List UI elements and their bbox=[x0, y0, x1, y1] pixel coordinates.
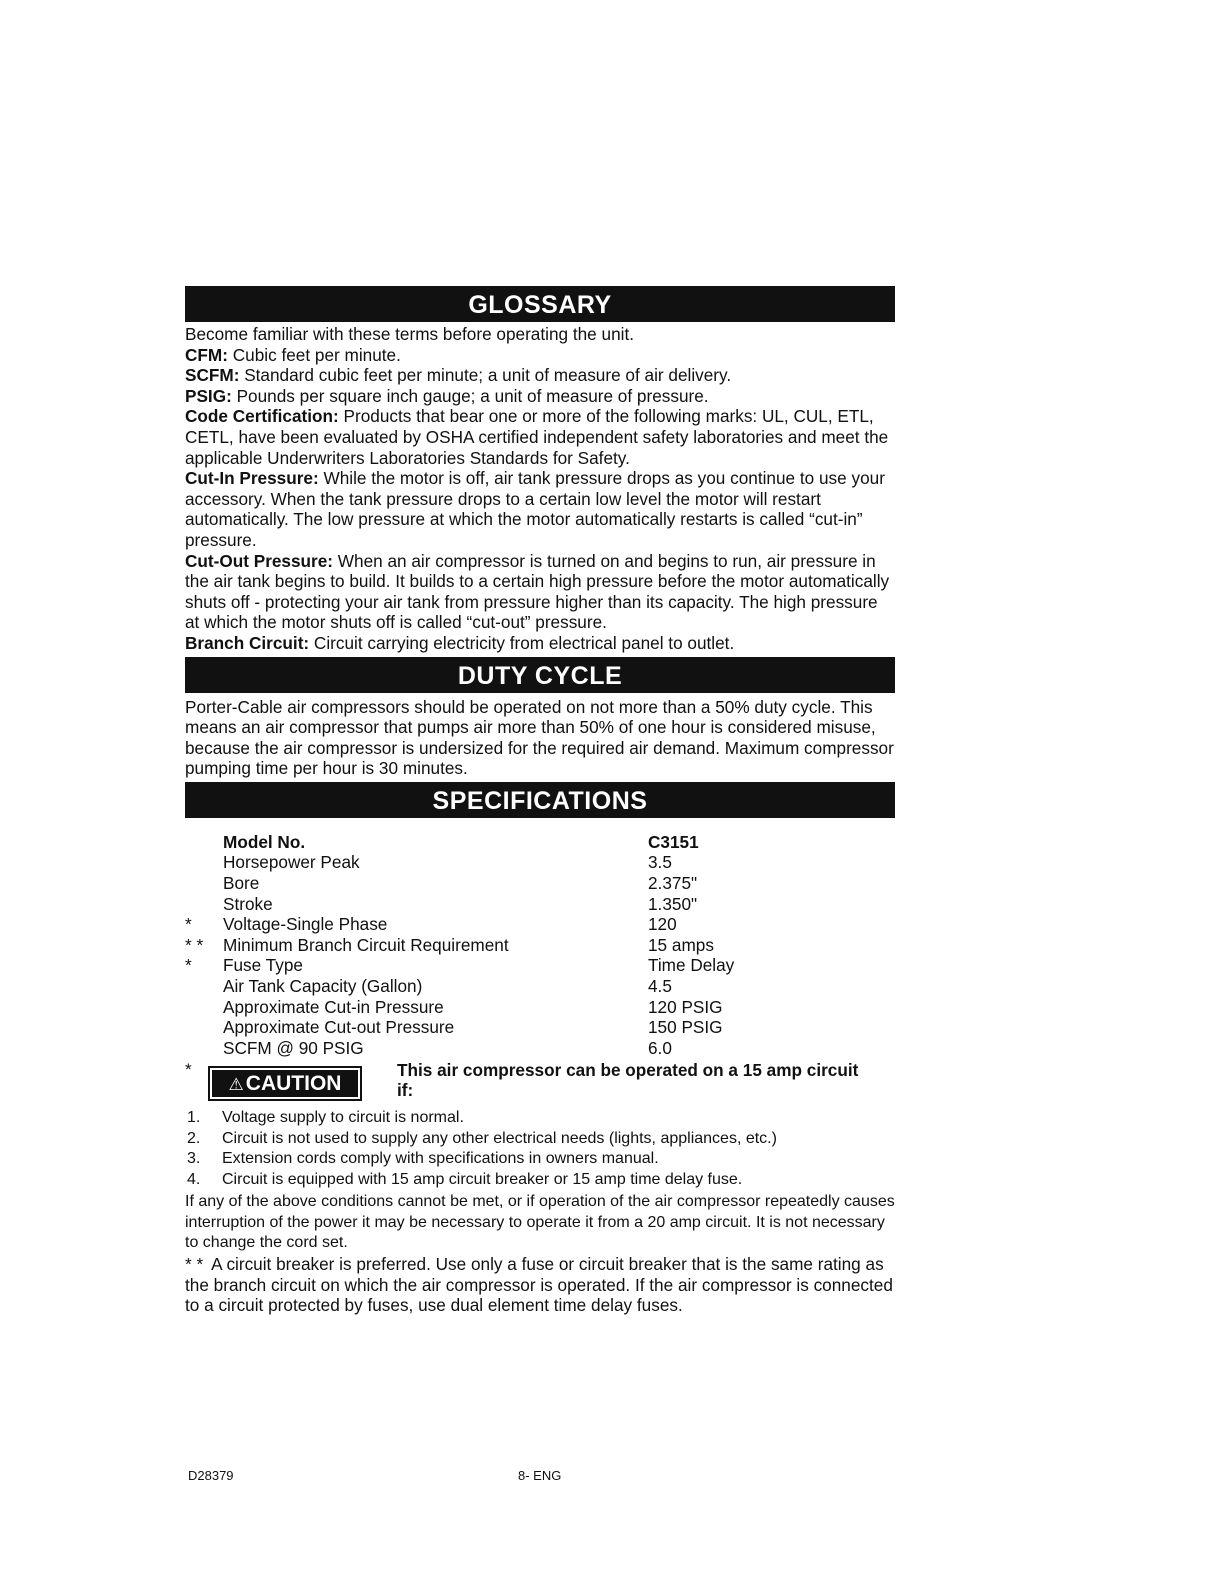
caution-badge bbox=[208, 1066, 362, 1101]
glossary-heading: GLOSSARY bbox=[185, 286, 895, 322]
caution-footnote-mark: * bbox=[185, 1060, 192, 1080]
glossary-term-cut-out-pressure bbox=[185, 551, 895, 633]
footer-document-id: D28379 bbox=[188, 1468, 234, 1483]
list-number: 1. bbox=[187, 1109, 201, 1127]
glossary-term-psig bbox=[185, 386, 895, 407]
caution-note: If any of the above conditions cannot be met, or if operation of the air compressor repeatedly causes interruption of the power it may be necessary to operate it from a 20 amp circuit. It is not necessary to change the cord set. bbox=[185, 1193, 895, 1252]
spec-row-branch-circuit bbox=[185, 935, 895, 956]
spec-value: 15 amps bbox=[648, 934, 714, 955]
term-label: Cut-In Pressure: bbox=[185, 468, 319, 489]
glossary-term-scfm bbox=[185, 365, 895, 386]
term-label: PSIG: bbox=[185, 385, 232, 406]
list-text: Extension cords comply with specifications in owners manual. bbox=[222, 1150, 659, 1168]
list-item bbox=[185, 1149, 895, 1170]
term-label: Code Certification: bbox=[185, 406, 339, 427]
spec-row-stroke bbox=[185, 894, 895, 915]
spec-value: 6.0 bbox=[648, 1037, 672, 1058]
list-text: Circuit is not used to supply any other electrical needs (lights, appliances, etc.) bbox=[222, 1129, 777, 1147]
term-label: SCFM: bbox=[185, 365, 240, 386]
spec-row-bore bbox=[185, 873, 895, 894]
list-number: 2. bbox=[187, 1129, 201, 1147]
glossary-intro: Become familiar with these terms before operating the unit. bbox=[185, 324, 635, 344]
term-definition: When an air compressor is turned on and begins to run, air pressure in the air tank begins to build. It builds to a certain high pressure before the motor automatically shuts off - protecting your air tank from pressure higher than its capacity. The high pressure at which the motor shuts off is called “cut-out” pressure. bbox=[185, 550, 890, 633]
glossary-term-branch-circuit bbox=[185, 633, 895, 654]
list-item bbox=[185, 1170, 895, 1191]
spec-value: 3.5 bbox=[648, 852, 672, 873]
caution-notice bbox=[185, 1060, 895, 1104]
term-label: Cut-Out Pressure: bbox=[185, 550, 334, 571]
spec-label: Minimum Branch Circuit Requirement bbox=[223, 934, 509, 955]
manual-page-content bbox=[185, 286, 895, 1316]
spec-row-cut-in bbox=[185, 997, 895, 1018]
term-definition: Circuit carrying electricity from electrical panel to outlet. bbox=[309, 632, 735, 653]
spec-label: Air Tank Capacity (Gallon) bbox=[223, 976, 423, 997]
term-definition: Products that bear one or more of the following marks: UL, CUL, ETL, CETL, have been evaluated by OSHA certified independent safety laboratories and meet the applicable Underwriters Laboratories Standards for Safety. bbox=[185, 406, 889, 468]
spec-row-tank-capacity bbox=[185, 976, 895, 997]
spec-value: 120 PSIG bbox=[648, 996, 723, 1017]
spec-row-scfm bbox=[185, 1038, 895, 1059]
list-text: Voltage supply to circuit is normal. bbox=[222, 1109, 464, 1127]
list-item bbox=[185, 1129, 895, 1150]
spec-label: Fuse Type bbox=[223, 955, 303, 976]
circuit-breaker-note bbox=[185, 1254, 895, 1316]
glossary-term-code-certification bbox=[185, 406, 895, 468]
caution-text: This air compressor can be operated on a 15 amp circuit if: bbox=[397, 1060, 859, 1101]
footer-page-number: 8- ENG bbox=[518, 1468, 562, 1483]
spec-label: Approximate Cut-in Pressure bbox=[223, 996, 444, 1017]
spec-label: Model No. bbox=[223, 831, 306, 852]
specifications-table bbox=[185, 832, 895, 1059]
spec-footnote-mark: * bbox=[185, 914, 192, 935]
spec-value: 150 PSIG bbox=[648, 1017, 723, 1038]
specifications-heading: SPECIFICATIONS bbox=[185, 782, 895, 818]
list-number: 4. bbox=[187, 1170, 201, 1188]
spec-label: Stroke bbox=[223, 893, 273, 914]
spec-label: Bore bbox=[223, 873, 260, 894]
caution-conditions-list bbox=[185, 1108, 895, 1190]
spec-value: Time Delay bbox=[648, 955, 735, 976]
spec-label: Horsepower Peak bbox=[223, 852, 360, 873]
spec-footnote-mark: * * bbox=[185, 934, 204, 955]
term-label: Branch Circuit: bbox=[185, 632, 310, 653]
spec-value: C3151 bbox=[648, 831, 699, 852]
spec-label: Voltage-Single Phase bbox=[223, 914, 388, 935]
list-text: Circuit is equipped with 15 amp circuit breaker or 15 amp time delay fuse. bbox=[222, 1170, 743, 1188]
term-definition: Cubic feet per minute. bbox=[227, 344, 401, 365]
glossary-term-cut-in-pressure bbox=[185, 468, 895, 550]
term-label: CFM: bbox=[185, 344, 228, 365]
term-definition: While the motor is off, air tank pressure drops as you continue to use your accessory. When the tank pressure drops to a certain low level the motor will restart automatically. The low pressure at which the motor automatically restarts is called “cut-in” pressure. bbox=[185, 468, 885, 550]
spec-row-model bbox=[185, 832, 895, 853]
spec-row-fuse-type bbox=[185, 955, 895, 976]
term-definition: Pounds per square inch gauge; a unit of measure of pressure. bbox=[231, 385, 709, 406]
term-definition: Standard cubic feet per minute; a unit of measure of air delivery. bbox=[239, 365, 732, 386]
spec-value: 2.375" bbox=[648, 873, 698, 894]
duty-cycle-text: Porter-Cable air compressors should be operated on not more than a 50% duty cycle. This means an air compressor that pumps air more than 50% of one hour is considered misuse, because the air compressor is undersized for the required air demand. Maximum compressor pumping time per hour is 30 minutes. bbox=[185, 696, 894, 779]
list-item bbox=[185, 1108, 895, 1129]
spec-value: 120 bbox=[648, 914, 677, 935]
spec-value: 4.5 bbox=[648, 976, 672, 997]
spec-row-voltage bbox=[185, 914, 895, 935]
spec-footnote-mark: * bbox=[185, 955, 192, 976]
spec-value: 1.350" bbox=[648, 893, 698, 914]
glossary-term-cfm bbox=[185, 345, 895, 366]
spec-label: Approximate Cut-out Pressure bbox=[223, 1017, 455, 1038]
note-footnote-mark: * * bbox=[185, 1253, 204, 1274]
warning-triangle-icon: ⚠ bbox=[228, 1075, 244, 1095]
duty-cycle-heading: DUTY CYCLE bbox=[185, 657, 895, 693]
spec-row-horsepower bbox=[185, 852, 895, 873]
note-text: A circuit breaker is preferred. Use only a fuse or circuit breaker that is the same rating as the branch circuit on which the air compressor is operated. If the air compressor is connected to a circuit protected by fuses, use dual element time delay fuses. bbox=[185, 1253, 893, 1316]
spec-row-cut-out bbox=[185, 1017, 895, 1038]
list-number: 3. bbox=[187, 1150, 201, 1168]
caution-badge-label: CAUTION bbox=[245, 1072, 342, 1096]
spec-label: SCFM @ 90 PSIG bbox=[223, 1037, 364, 1058]
